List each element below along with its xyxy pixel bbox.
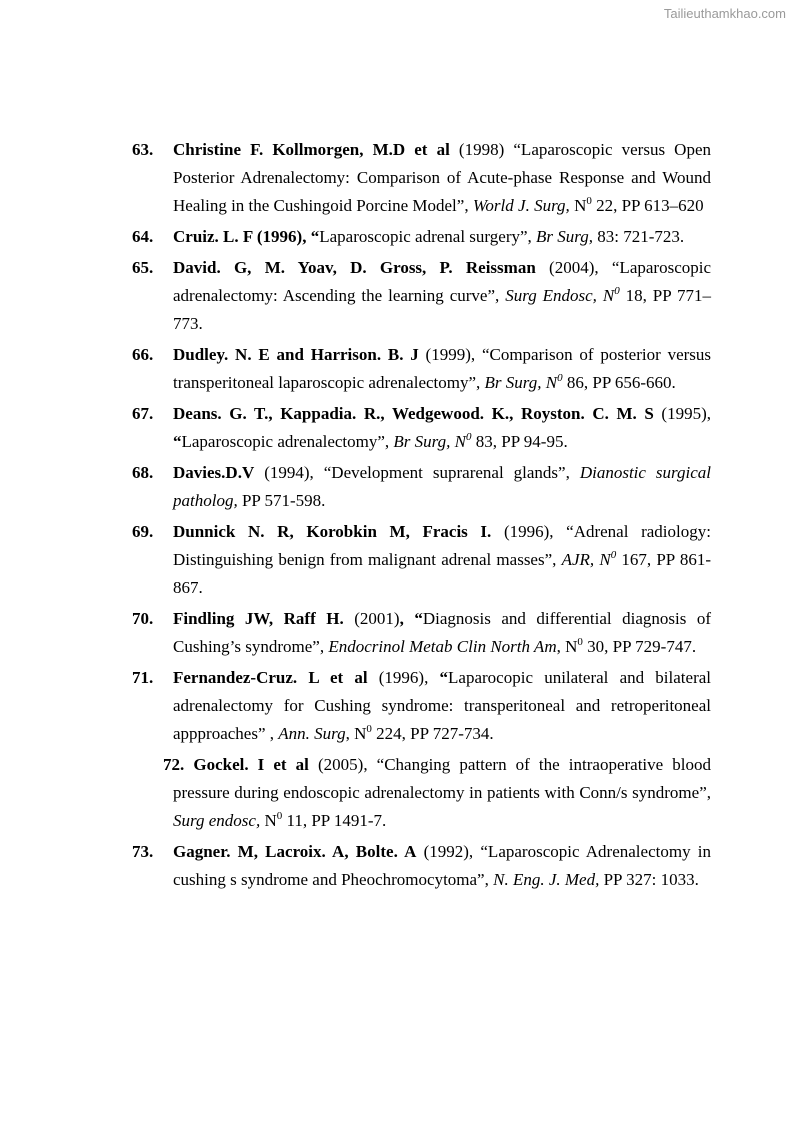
reference-journal: Dianostic surgical patholog, <box>173 463 712 510</box>
reference-issue-label: , N <box>556 637 578 656</box>
reference-number: 66. <box>132 345 154 364</box>
reference-title: “Comparison of posterior versus transperitoneal laparoscopic adrenalectomy”, <box>173 345 712 392</box>
reference-pages: PP 571-598. <box>241 491 326 510</box>
reference-pages: PP 327: 1033. <box>603 870 699 889</box>
reference-title: Diagnosis and differential diagnosis of Cushing’s syndrome”, <box>173 609 712 656</box>
reference-number: 67. <box>132 404 154 423</box>
reference-journal: Endocrinol Metab Clin North Am <box>328 637 557 656</box>
reference-item <box>0 400 794 456</box>
reference-quote-mark: “ <box>439 668 449 687</box>
reference-item <box>0 136 794 220</box>
reference-number: 68. <box>132 463 154 482</box>
reference-pages: 83: 721-723. <box>597 227 685 246</box>
reference-issue-label: , N <box>345 724 367 743</box>
reference-text <box>173 400 711 456</box>
reference-text <box>173 136 711 220</box>
reference-text <box>173 605 711 661</box>
reference-issue-label: N <box>574 196 587 215</box>
reference-authors: Davies.D.V <box>173 463 255 482</box>
reference-superscript: 0 <box>577 636 583 648</box>
reference-journal: N. Eng. J. Med, <box>493 870 604 889</box>
reference-pages: 22, PP 613–620 <box>591 196 704 215</box>
reference-pages: 224, PP 727-734. <box>371 724 494 743</box>
reference-number: 63. <box>132 140 154 159</box>
reference-authors: Cruiz. L. F (1996), “ <box>173 227 320 246</box>
reference-text <box>173 459 711 515</box>
reference-year: (2004), <box>535 258 612 277</box>
reference-superscript: 0 <box>586 195 592 207</box>
reference-authors: Gagner. M, Lacroix. A, Bolte. A <box>173 842 417 861</box>
reference-item <box>0 664 794 748</box>
reference-authors: Dunnick N. R, Korobkin M, Fracis I. <box>173 522 492 541</box>
reference-superscript: 0 <box>614 285 620 297</box>
watermark: Tailieuthamkhao.com <box>663 6 786 21</box>
reference-year: (2005), <box>308 755 377 774</box>
reference-text <box>173 223 711 251</box>
reference-item <box>0 459 794 515</box>
reference-title: “Laparoscopic adrenalectomy: Ascending the learning curve”, <box>173 258 712 305</box>
reference-number: 71. <box>132 668 154 687</box>
reference-pages: 86, PP 656-660. <box>562 373 676 392</box>
reference-superscript: 0 <box>610 549 617 561</box>
reference-superscript: 0 <box>366 723 372 735</box>
reference-journal: Br Surg, <box>536 227 598 246</box>
reference-issue-label: N <box>264 811 277 830</box>
reference-journal: World J. Surg, <box>472 196 575 215</box>
reference-item <box>0 838 794 894</box>
reference-authors: Findling JW, Raff H. <box>173 609 344 628</box>
reference-year: (2001) <box>343 609 400 628</box>
reference-number: 69. <box>132 522 154 541</box>
reference-superscript: 0 <box>557 372 563 384</box>
reference-title: “Laparoscopic Adrenalectomy in cushing s syndrome and Pheochromocytoma”, <box>173 842 712 889</box>
reference-superscript: 0 <box>276 810 283 822</box>
reference-text <box>173 838 711 894</box>
reference-item <box>0 518 794 602</box>
reference-title: “Adrenal radiology: Distinguishing benign from malignant adrenal masses”, <box>173 522 711 569</box>
reference-pages: 18, PP 771–773. <box>173 286 711 333</box>
reference-item <box>0 341 794 397</box>
reference-year: (1999), <box>418 345 482 364</box>
reference-authors: Fernandez-Cruz. L et al <box>173 668 368 687</box>
reference-number: 64. <box>132 227 154 246</box>
reference-authors: David. G, M. Yoav, D. Gross, P. Reissman <box>173 258 536 277</box>
reference-journal: Br Surg, N <box>484 373 558 392</box>
reference-item <box>0 605 794 661</box>
reference-text <box>173 518 711 602</box>
reference-title: “Changing pattern of the intraoperative blood pressure during endoscopic adrenalectomy in patients with Conn/s syndrome”, <box>173 755 711 802</box>
reference-journal: Br Surg, N <box>393 432 466 451</box>
reference-year: (1995), <box>653 404 712 423</box>
reference-authors: Gockel. I et al <box>193 755 309 774</box>
reference-title: Laparoscopic adrenal surgery”, <box>319 227 537 246</box>
reference-item <box>0 751 794 835</box>
reference-authors: Dudley. N. E and Harrison. B. J <box>173 345 419 364</box>
reference-quote-mark: “ <box>173 432 182 451</box>
reference-year: (1996), <box>367 668 440 687</box>
reference-title: “Laparoscopic versus Open Posterior Adrenalectomy: Comparison of Acute-phase Response and Wound Healing in the Cushingoid Porcine Model”, <box>173 140 712 215</box>
reference-text <box>173 341 711 397</box>
reference-text <box>173 664 711 748</box>
reference-quote-mark: , “ <box>399 609 423 628</box>
reference-number: 72. <box>163 755 185 774</box>
reference-title: “Development suprarenal glands”, <box>323 463 580 482</box>
reference-year: (1998) <box>449 140 514 159</box>
reference-pages: 83, PP 94-95. <box>471 432 568 451</box>
reference-authors: Christine F. Kollmorgen, M.D et al <box>173 140 450 159</box>
reference-number: 70. <box>132 609 154 628</box>
reference-text <box>163 751 711 835</box>
reference-journal: Ann. Surg <box>278 724 346 743</box>
reference-year: (1992), <box>416 842 481 861</box>
reference-list <box>0 136 794 897</box>
reference-number: 73. <box>132 842 154 861</box>
reference-authors: Deans. G. T., Kappadia. R., Wedgewood. K., Royston. C. M. S <box>173 404 654 423</box>
reference-year: (1996), <box>491 522 567 541</box>
reference-journal: Surg endosc, <box>173 811 265 830</box>
reference-superscript: 0 <box>466 431 472 443</box>
reference-journal: AJR, N <box>561 550 611 569</box>
reference-year: (1994), <box>254 463 324 482</box>
reference-text <box>173 254 711 338</box>
reference-item <box>0 223 794 251</box>
reference-number: 65. <box>132 258 154 277</box>
reference-title: Laparoscopic adrenalectomy”, <box>181 432 394 451</box>
reference-pages: 30, PP 729-747. <box>582 637 697 656</box>
reference-pages: 167, PP 861-867. <box>173 550 711 597</box>
reference-pages: 11, PP 1491-7. <box>282 811 387 830</box>
reference-item <box>0 254 794 338</box>
reference-journal: Surg Endosc, N <box>505 286 615 305</box>
reference-title: Laparocopic unilateral and bilateral adrenalectomy for Cushing syndrome: transperitoneal and retroperitoneal appproaches” , <box>173 668 711 743</box>
